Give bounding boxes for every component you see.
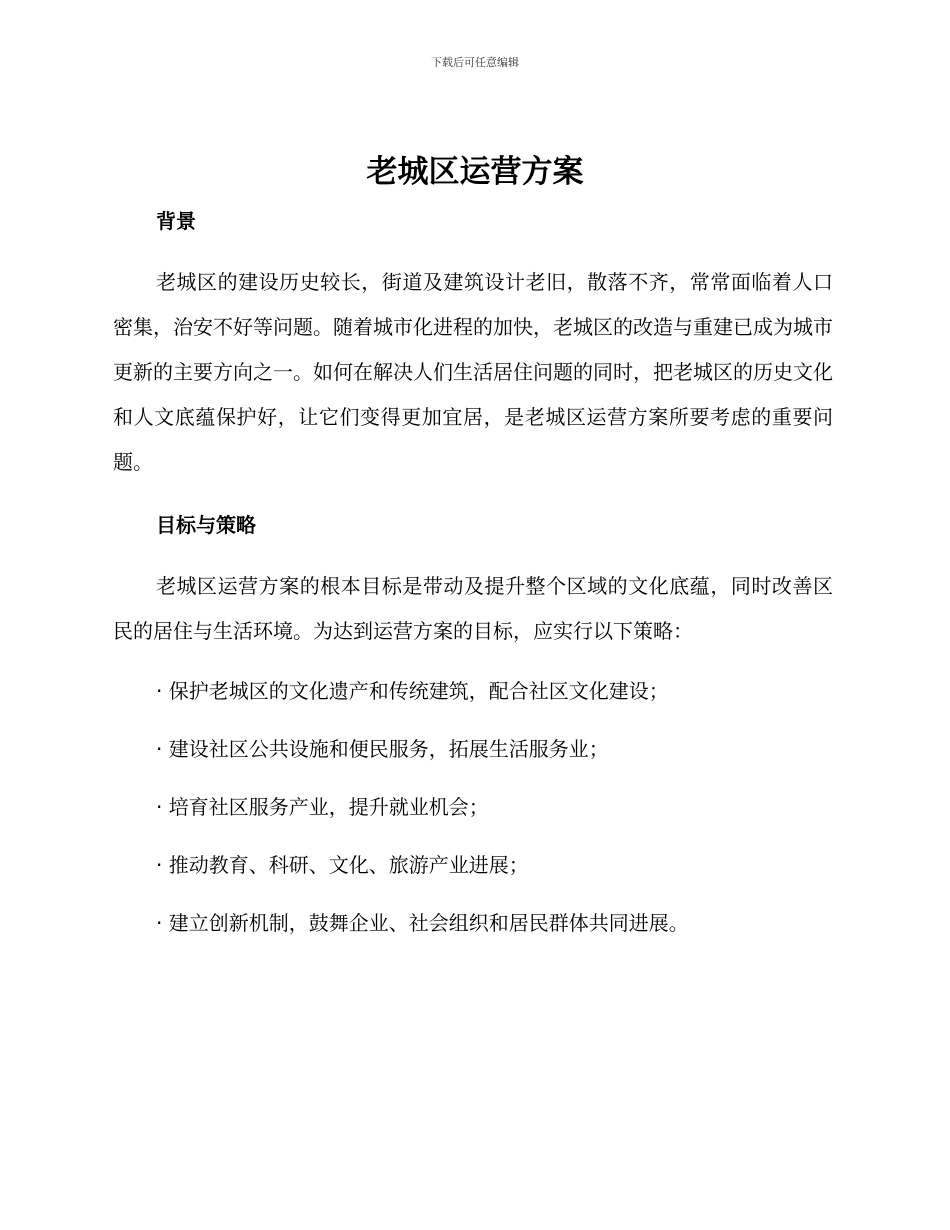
strategy-item: · 保护老城区的文化遗产和传统建筑，配合社区文化建设；: [156, 679, 669, 703]
section-heading-background: 背景: [156, 209, 196, 233]
header-note: 下载后可任意编辑: [431, 56, 519, 69]
strategy-item: · 建立创新机制，鼓舞企业、社会组织和居民群体共同进展。: [156, 911, 689, 935]
section-goals-strategy: [113, 509, 833, 938]
section-background: [113, 205, 833, 485]
strategy-item: · 培育社区服务产业，提升就业机会；: [156, 795, 489, 819]
document-title: 老城区运营方案: [366, 154, 584, 190]
goals-paragraph: 老城区运营方案的根本目标是带动及提升整个区域的文化底蕴，同时改善区民的居住与生活环境。为达到运营方案的目标，应实行以下策略：: [113, 574, 833, 643]
document-body: [113, 205, 833, 938]
strategy-item: · 建设社区公共设施和便民服务，拓展生活服务业；: [156, 737, 609, 761]
background-paragraph: 老城区的建设历史较长，街道及建筑设计老旧，散落不齐，常常面临着人口密集，治安不好等问题。随着城市化进程的加快，老城区的改造与重建已成为城市更新的主要方向之一。如何在解决人们生活居住问题的同时，把老城区的历史文化和人文底蕴保护好，让它们变得更加宜居，是老城区运营方案所要考虑的重要问题。: [113, 270, 833, 474]
section-heading-goals: 目标与策略: [156, 513, 256, 537]
strategy-list: [113, 676, 833, 938]
strategy-item: · 推动教育、科研、文化、旅游产业进展；: [156, 853, 529, 877]
